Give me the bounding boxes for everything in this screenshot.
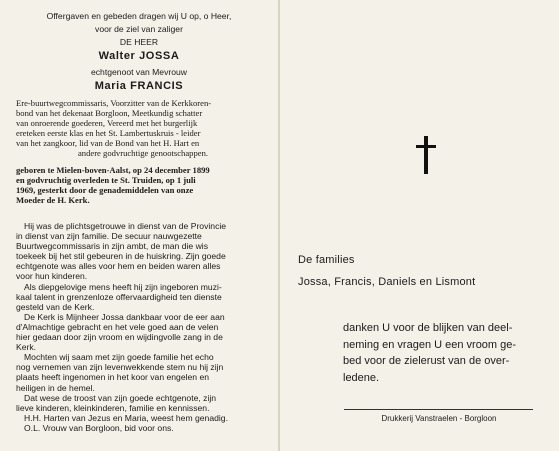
birth-line: geboren te Mielen-boven-Aalst, op 24 december 1899 <box>16 165 210 175</box>
left-panel <box>0 0 278 451</box>
spouse-name: Maria FRANCIS <box>94 80 184 92</box>
titles-line: bond van het dekenaat Borgloon, Meetkundig schatter <box>16 108 203 119</box>
intro-line-3: DE HEER <box>119 37 159 47</box>
deceased-name: Walter JOSSA <box>98 50 180 62</box>
spouse-intro: echtgenoot van Mevrouw <box>90 67 188 77</box>
thanks-line: bed voor de zielerust van de over- <box>343 355 510 367</box>
printer-credit: Drukkerij Vanstraelen - Borgloon <box>381 414 497 423</box>
tribute-line: De Kerk is Mijnheer Jossa dankbaar voor de eer aan <box>24 311 225 322</box>
titles-paragraph <box>16 98 270 159</box>
tribute-line: H.H. Harten van Jezus en Maria, weest hem genadig. <box>24 412 228 423</box>
families-label: De families <box>298 254 355 266</box>
tribute-line: lieve kinderen, kleinkinderen, familie en kennissen. <box>16 402 210 413</box>
birth-line: en godvruchtig overleden te St. Truiden, op 1 juli <box>16 175 196 186</box>
card-fold <box>278 0 280 451</box>
tribute-line: d'Almachtige gebracht en het vele goed aan de velen <box>16 321 219 332</box>
cross-icon <box>416 136 436 174</box>
tribute-line: plaats heeft ingenomen in het koor van engelen en <box>16 372 210 383</box>
tribute-line: gesteld van de Kerk. <box>16 301 95 312</box>
titles-line: ereteken eerste klas en het St. Lambertuskruis - leider <box>16 128 201 139</box>
tribute-line: echtgenote was alles voor hem en beiden waren alles <box>16 261 221 272</box>
birth-line: 1969, gesterkt door de genademiddelen van onze <box>16 185 194 196</box>
tribute-line: voor hun kinderen. <box>16 271 88 282</box>
tribute-line: Kerk. <box>16 342 37 353</box>
thanks-line: ledene. <box>343 371 380 384</box>
tribute-line: Mochten wij saam met zijn goede familie het echo <box>24 352 214 363</box>
tribute-line: heiligen in de hemel. <box>16 382 95 393</box>
tribute-line: nog vernemen van zijn levenwekkende stem nu hij zijn <box>16 362 224 373</box>
tribute-line: in dienst van zijn familie. De secuur nauwgezette <box>16 231 202 242</box>
birth-line: Moeder de H. Kerk. <box>16 195 90 206</box>
titles-line: andere godvruchtige genootschappen. <box>77 148 209 159</box>
thanks-text <box>343 320 516 386</box>
tribute-text <box>16 221 271 433</box>
tribute-line: Hij was de plichtsgetrouwe in dienst van de Provincie <box>24 221 227 231</box>
intro-line-2: voor de ziel van zaliger <box>95 24 183 34</box>
thanks-line: danken U voor de blijken van deel- <box>343 322 513 334</box>
titles-line: van onroerende goederen, Vereerd met het burgerlijk <box>16 118 198 129</box>
tribute-line: kaal talent in grenzenloze offervaardigheid ten dienste <box>16 291 222 302</box>
tribute-line: hier gedaan door zijn vroom en wijdingvolle zang in de <box>16 332 223 343</box>
tribute-line: Als diepgelovige mens heeft hij zijn ingeboren muzi- <box>24 281 222 292</box>
tribute-line: Buurtwegcommissaris in zijn ambt, de man die wis <box>16 241 208 252</box>
intro-line-1: Offergaven en gebeden dragen wij U op, o Heer, <box>46 11 232 21</box>
tribute-line: O.L. Vrouw van Borgloon, bid voor ons. <box>24 422 174 433</box>
tribute-line: Dat wese de troost van zijn goede echtgenote, zijn <box>24 392 217 403</box>
families-names: Jossa, Francis, Daniels en Lismont <box>298 276 476 288</box>
tribute-line: toekeek bij het stil gebeuren in de huiskring. Zijn goede <box>16 251 226 262</box>
titles-line: Ere-buurtwegcommissaris, Voorzitter van de Kerkkoren- <box>16 98 212 108</box>
thanks-line: neming en vragen U een vroom ge- <box>343 338 517 351</box>
printer-divider <box>344 409 533 410</box>
birth-paragraph <box>16 165 270 205</box>
titles-line: van het zangkoor, lid van de Bond van het H. Hart en <box>16 138 200 149</box>
right-panel <box>281 0 559 451</box>
